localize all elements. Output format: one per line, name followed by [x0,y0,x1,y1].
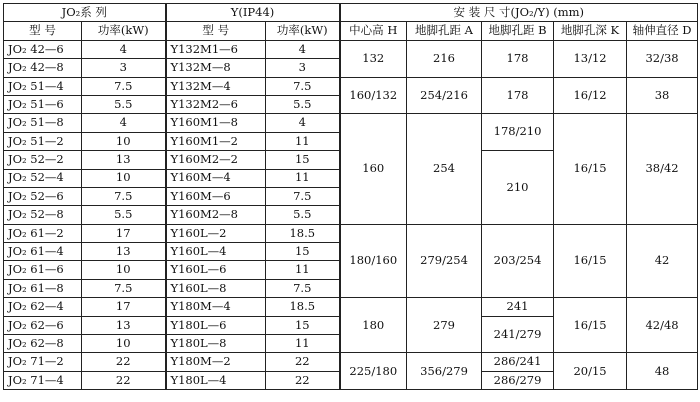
y-power-cell: 4 [266,114,340,132]
jo2-model-cell: JO₂ 42—8 [4,59,82,77]
y-power-cell: 11 [266,132,340,150]
jo2-power-cell: 17 [82,224,166,242]
center-height-cell: 180 [340,298,407,353]
foot-hole-depth-cell: 13/12 [554,40,627,77]
foot-hole-b-cell: 178 [482,40,554,77]
shaft-diameter-cell: 38/42 [627,114,698,224]
y-power-cell: 5.5 [266,206,340,224]
center-height-cell: 225/180 [340,353,407,390]
jo2-model-cell: JO₂ 42—6 [4,40,82,58]
jo2-power-cell: 22 [82,353,166,371]
jo2-model-cell: JO₂ 62—6 [4,316,82,334]
jo2-model-cell: JO₂ 62—8 [4,335,82,353]
y-model-cell: Y160M2—8 [166,206,266,224]
y-power-cell: 7.5 [266,77,340,95]
foot-hole-a-cell: 279/254 [407,224,482,298]
shaft-diameter-cell: 38 [627,77,698,114]
y-power-cell: 15 [266,243,340,261]
shaft-diameter-cell: 48 [627,353,698,390]
foot-hole-a-header: 地脚孔距 A [407,22,482,40]
center-height-cell: 180/160 [340,224,407,298]
jo2-power-cell: 22 [82,371,166,389]
motor-spec-table [3,3,698,390]
foot-hole-a-cell: 254/216 [407,77,482,114]
jo2-model-cell: JO₂ 71—2 [4,353,82,371]
jo2-power-cell: 7.5 [82,187,166,205]
y-model-cell: Y160M—4 [166,169,266,187]
y-power-cell: 11 [266,261,340,279]
install-group-header: 安 装 尺 寸(JO₂/Y) (mm) [340,4,698,22]
power-header: 功率(kW) [82,22,166,40]
jo2-power-cell: 5.5 [82,95,166,113]
y-model-cell: Y132M—4 [166,77,266,95]
table-row [4,40,698,58]
shaft-diameter-header: 轴伸直径 D [627,22,698,40]
jo2-power-cell: 10 [82,335,166,353]
jo2-power-cell: 10 [82,261,166,279]
jo2-model-cell: JO₂ 61—6 [4,261,82,279]
center-height-cell: 160/132 [340,77,407,114]
y-power-cell: 11 [266,335,340,353]
shaft-diameter-cell: 42 [627,224,698,298]
foot-hole-b-header: 地脚孔距 B [482,22,554,40]
jo2-power-cell: 13 [82,316,166,334]
y-model-cell: Y132M2—6 [166,95,266,113]
jo2-power-cell: 3 [82,59,166,77]
shaft-diameter-cell: 32/38 [627,40,698,77]
jo2-model-cell: JO₂ 52—4 [4,169,82,187]
jo2-model-cell: JO₂ 61—2 [4,224,82,242]
center-height-header: 中心高 H [340,22,407,40]
jo2-model-cell: JO₂ 52—6 [4,187,82,205]
foot-hole-b-cell: 286/241 [482,353,554,371]
y-model-cell: Y160M1—2 [166,132,266,150]
jo2-power-cell: 17 [82,298,166,316]
foot-hole-a-cell: 216 [407,40,482,77]
jo2-group-header: JO₂系 列 [4,4,166,22]
y-model-header: 型 号 [166,22,266,40]
foot-hole-depth-cell: 16/15 [554,298,627,353]
jo2-model-cell: JO₂ 52—8 [4,206,82,224]
y-power-cell: 15 [266,316,340,334]
y-model-cell: Y160L—4 [166,243,266,261]
y-power-cell: 22 [266,353,340,371]
jo2-power-cell: 4 [82,114,166,132]
jo2-power-cell: 10 [82,132,166,150]
y-model-cell: Y132M—8 [166,59,266,77]
foot-hole-b-cell: 203/254 [482,224,554,298]
jo2-model-cell: JO₂ 71—4 [4,371,82,389]
y-model-cell: Y160M2—2 [166,151,266,169]
table-row [4,298,698,316]
jo2-power-cell: 5.5 [82,206,166,224]
foot-hole-depth-header: 地脚孔深 K [554,22,627,40]
foot-hole-b-cell: 210 [482,151,554,225]
y-model-cell: Y180M—2 [166,353,266,371]
jo2-model-cell: JO₂ 51—8 [4,114,82,132]
foot-hole-depth-cell: 16/12 [554,77,627,114]
model-header: 型 号 [4,22,82,40]
y-power-cell: 18.5 [266,224,340,242]
y-model-cell: Y160M1—8 [166,114,266,132]
y-model-cell: Y160L—8 [166,279,266,297]
header-row-1 [4,4,698,22]
foot-hole-b-cell: 178 [482,77,554,114]
y-power-cell: 15 [266,151,340,169]
motor-spec-table-container [3,3,698,390]
y-power-cell: 7.5 [266,279,340,297]
table-row [4,77,698,95]
foot-hole-a-cell: 254 [407,114,482,224]
foot-hole-b-cell: 241 [482,298,554,316]
foot-hole-a-cell: 279 [407,298,482,353]
jo2-power-cell: 7.5 [82,77,166,95]
y-power-header: 功率(kW) [266,22,340,40]
jo2-model-cell: JO₂ 51—2 [4,132,82,150]
y-group-header: Y(IP44) [166,4,340,22]
foot-hole-b-cell: 241/279 [482,316,554,353]
y-model-cell: Y160L—2 [166,224,266,242]
table-row [4,353,698,371]
y-power-cell: 5.5 [266,95,340,113]
y-model-cell: Y180L—4 [166,371,266,389]
y-power-cell: 4 [266,40,340,58]
y-power-cell: 3 [266,59,340,77]
jo2-model-cell: JO₂ 61—4 [4,243,82,261]
jo2-model-cell: JO₂ 62—4 [4,298,82,316]
y-power-cell: 11 [266,169,340,187]
foot-hole-depth-cell: 16/15 [554,224,627,298]
y-model-cell: Y160L—6 [166,261,266,279]
jo2-power-cell: 7.5 [82,279,166,297]
y-model-cell: Y132M1—6 [166,40,266,58]
table-row [4,114,698,132]
y-model-cell: Y180L—6 [166,316,266,334]
jo2-power-cell: 13 [82,151,166,169]
jo2-model-cell: JO₂ 51—6 [4,95,82,113]
y-model-cell: Y180L—8 [166,335,266,353]
foot-hole-depth-cell: 20/15 [554,353,627,390]
y-power-cell: 7.5 [266,187,340,205]
foot-hole-b-cell: 286/279 [482,371,554,389]
jo2-power-cell: 13 [82,243,166,261]
header-row-2 [4,22,698,40]
jo2-power-cell: 4 [82,40,166,58]
y-model-cell: Y180M—4 [166,298,266,316]
center-height-cell: 132 [340,40,407,77]
jo2-model-cell: JO₂ 52—2 [4,151,82,169]
shaft-diameter-cell: 42/48 [627,298,698,353]
y-power-cell: 22 [266,371,340,389]
y-power-cell: 18.5 [266,298,340,316]
jo2-model-cell: JO₂ 51—4 [4,77,82,95]
jo2-power-cell: 10 [82,169,166,187]
center-height-cell: 160 [340,114,407,224]
table-row [4,224,698,242]
foot-hole-depth-cell: 16/15 [554,114,627,224]
y-model-cell: Y160M—6 [166,187,266,205]
foot-hole-a-cell: 356/279 [407,353,482,390]
foot-hole-b-cell: 178/210 [482,114,554,151]
jo2-model-cell: JO₂ 61—8 [4,279,82,297]
